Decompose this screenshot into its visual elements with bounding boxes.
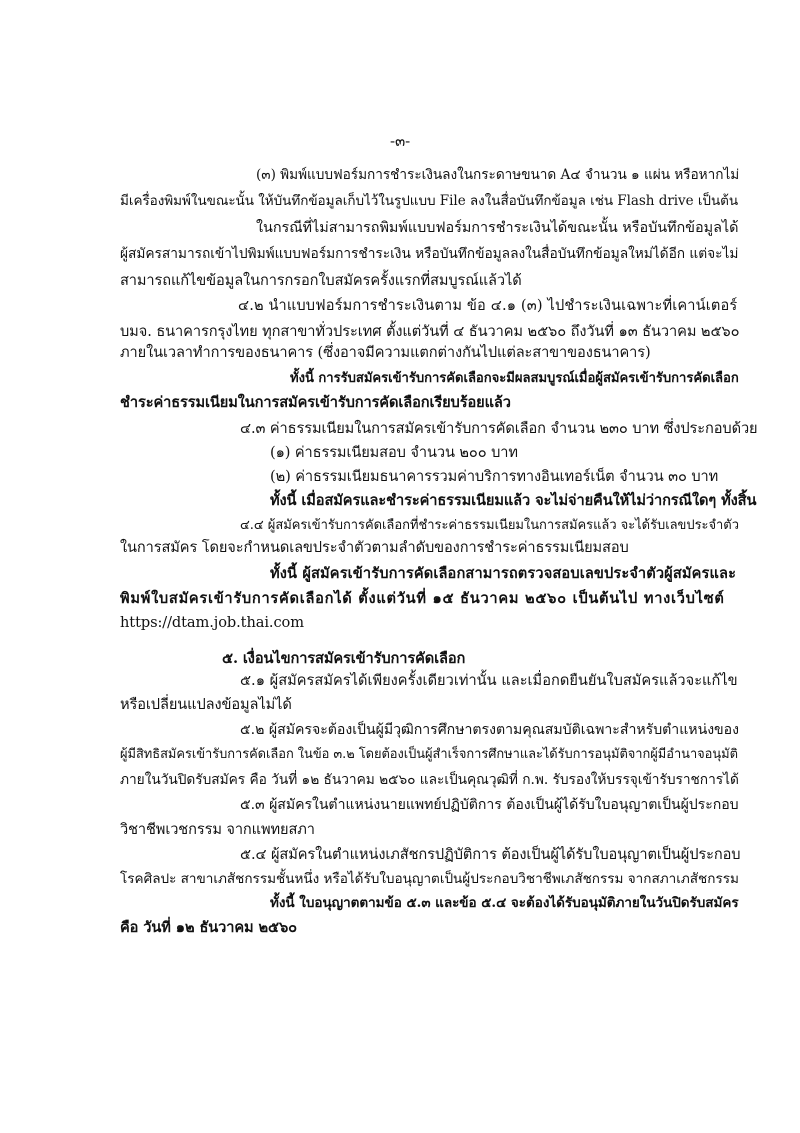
- text-line: สามารถแก้ไขข้อมูลในการกรอกใบสมัครครั้งแรกที่สมบูรณ์แล้วได้: [120, 272, 522, 289]
- text-line-bold: พิมพ์ใบสมัครเข้ารับการคัดเลือกได้ ตั้งแต่วันที่ ๑๕ ธันวาคม ๒๕๖๐ เป็นต้นไป ทางเว็บไซต์: [120, 590, 725, 607]
- text-line: ผู้มีสิทธิสมัครเข้ารับการคัดเลือก ในข้อ ๓.๒ โดยต้องเป็นผู้สำเร็จการศึกษาและได้รับการอนุมัติจากผู้มีอำนาจอนุมัติ: [120, 747, 738, 762]
- text-line: (๓) พิมพ์แบบฟอร์มการชำระเงินลงในกระดาษขนาด A๔ จำนวน ๑ แผ่น หรือหากไม่: [256, 167, 740, 183]
- text-line: บมจ. ธนาคารกรุงไทย ทุกสาขาทั่วประเทศ ตั้งแต่วันที่ ๔ ธันวาคม ๒๕๖๐ ถึงวันที่ ๑๓ ธันวาคม ๒๕๖๐: [120, 323, 740, 340]
- text-line-bold: ชำระค่าธรรมเนียมในการสมัครเข้ารับการคัดเลือกเรียบร้อยแล้ว: [120, 394, 511, 411]
- text-line: (๒) ค่าธรรมเนียมธนาคารรวมค่าบริการทางอินเทอร์เน็ต จำนวน ๓๐ บาท: [270, 468, 719, 485]
- text-line-bold: คือ วันที่ ๑๒ ธันวาคม ๒๕๖๐: [120, 919, 297, 936]
- text-line: ๔.๔ ผู้สมัครเข้ารับการคัดเลือกที่ชำระค่าธรรมเนียมในการสมัครแล้ว จะได้รับเลขประจำตัว: [240, 518, 739, 533]
- website-url: https://dtam.job.thai.com: [120, 614, 304, 631]
- text-line: ภายในวันปิดรับสมัคร คือ วันที่ ๑๒ ธันวาคม ๒๕๖๐ และเป็นคุณวุฒิที่ ก.พ. รับรองให้บรรจุเข้ารับราชการได้: [120, 772, 739, 788]
- text-line: ในการสมัคร โดยจะกำหนดเลขประจำตัวตามลำดับของการชำระค่าธรรมเนียมสอบ: [120, 539, 629, 556]
- text-line: (๑) ค่าธรรมเนียมสอบ จำนวน ๒๐๐ บาท: [270, 444, 518, 461]
- text-line: ๕.๔ ผู้สมัครในตำแหน่งเภสัชกรปฏิบัติการ ต้องเป็นผู้ได้รับใบอนุญาตเป็นผู้ประกอบ: [240, 846, 741, 863]
- text-line: ผู้สมัครสามารถเข้าไปพิมพ์แบบฟอร์มการชำระเงิน หรือบันทึกข้อมูลลงในสื่อบันทึกข้อมูลใหม่ได้อีก แต่จะไม่: [120, 246, 739, 262]
- section-heading: ๕. เงื่อนไขการสมัครเข้ารับการคัดเลือก: [222, 650, 466, 667]
- text-line: ในกรณีที่ไม่สามารถพิมพ์แบบฟอร์มการชำระเงินได้ขณะนั้น หรือบันทึกข้อมูลได้: [256, 220, 739, 236]
- text-line-bold: ทั้งนี้ การรับสมัครเข้ารับการคัดเลือกจะมีผลสมบูรณ์เมื่อผู้สมัครเข้ารับการคัดเลือก: [290, 371, 739, 386]
- text-line: ๔.๓ ค่าธรรมเนียมในการสมัครเข้ารับการคัดเลือก จำนวน ๒๓๐ บาท ซึ่งประกอบด้วย: [240, 420, 758, 437]
- text-line: หรือเปลี่ยนแปลงข้อมูลไม่ได้: [120, 696, 292, 713]
- text-line: ๕.๒ ผู้สมัครจะต้องเป็นผู้มีวุฒิการศึกษาตรงตามคุณสมบัติเฉพาะสำหรับตำแหน่งของ: [240, 722, 740, 738]
- text-line-bold: ทั้งนี้ ใบอนุญาตตามข้อ ๕.๓ และข้อ ๕.๔ จะต้องได้รับอนุมัติภายในวันปิดรับสมัคร: [270, 895, 739, 911]
- text-line: โรคศิลปะ สาขาเภสัชกรรมชั้นหนึ่ง หรือได้รับใบอนุญาตเป็นผู้ประกอบวิชาชีพเภสัชกรรม จากสภาเภสัชกรรม: [120, 871, 739, 887]
- text-line-bold: ทั้งนี้ ผู้สมัครเข้ารับการคัดเลือกสามารถตรวจสอบเลขประจำตัวผู้สมัครและ: [270, 565, 737, 582]
- page-number: -๓-: [390, 132, 411, 150]
- text-line: ๔.๒ นำแบบฟอร์มการชำระเงินตาม ข้อ ๔.๑ (๓) ไปชำระเงินเฉพาะที่เคาน์เตอร์: [238, 297, 738, 314]
- text-line: มีเครื่องพิมพ์ในขณะนั้น ให้บันทึกข้อมูลเก็บไว้ในรูปแบบ File ลงในสื่อบันทึกข้อมูล เช่น Flash drive เป็นต้น: [120, 193, 739, 209]
- text-line: ๕.๑ ผู้สมัครสมัครได้เพียงครั้งเดียวเท่านั้น และเมื่อกดยืนยันใบสมัครแล้วจะแก้ไข: [240, 672, 738, 689]
- text-line: ภายในเวลาทำการของธนาคาร (ซึ่งอาจมีความแตกต่างกันไปแต่ละสาขาของธนาคาร): [120, 344, 651, 361]
- text-line: วิชาชีพเวชกรรม จากแพทยสภา: [120, 821, 315, 838]
- text-line-bold: ทั้งนี้ เมื่อสมัครและชำระค่าธรรมเนียมแล้ว จะไม่จ่ายคืนให้ไม่ว่ากรณีใดๆ ทั้งสิ้น: [270, 492, 757, 509]
- text-line: ๕.๓ ผู้สมัครในตำแหน่งนายแพทย์ปฏิบัติการ ต้องเป็นผู้ได้รับใบอนุญาตเป็นผู้ประกอบ: [240, 797, 739, 813]
